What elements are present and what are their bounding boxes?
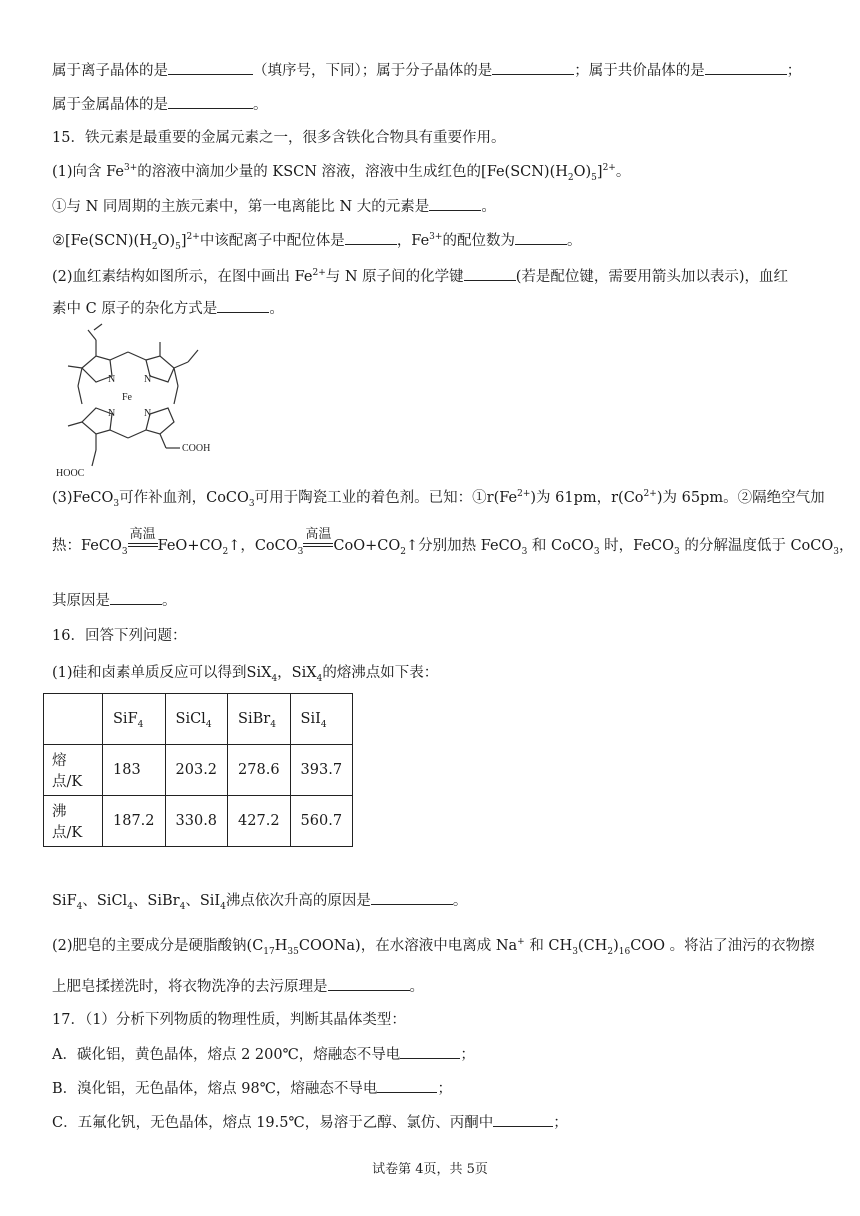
row-label: 熔点/K xyxy=(44,745,103,796)
table-corner-cell xyxy=(44,694,103,745)
table-cell: 560.7 xyxy=(290,796,353,847)
answer-blank[interactable] xyxy=(400,1044,460,1059)
table-header-cell: SiCl$_4$ xyxy=(165,694,228,745)
answer-blank[interactable] xyxy=(371,890,453,905)
table-row xyxy=(44,745,353,796)
row-label: 沸点/K xyxy=(44,796,103,847)
answer-blank[interactable] xyxy=(345,230,397,245)
table-cell: 203.2 xyxy=(165,745,228,796)
question-16-part-2: (2)肥皂的主要成分是硬脂酸钠$(C_{17}H_{35}COONa)$，在水溶液中电离成 Na+ 和 $CH_3(CH_2)_{16}COO$ 。将沾了油污的衣物擦 xyxy=(52,937,815,957)
cooh-group-label: COOH xyxy=(182,443,211,454)
answer-blank[interactable] xyxy=(429,196,481,211)
question-15-part-1b: $②[Fe(SCN)(H_2O)_5]^{2+}$中该配离子中配位体是 ，$Fe^{3+}$的配位数为 。 xyxy=(52,230,581,251)
question-17-option-c: C．五氟化钒，无色晶体，熔点 19.5℃，易溶于乙醇、氯仿、丙酮中 ； xyxy=(52,1112,568,1133)
nitrogen-atom-label: N xyxy=(144,408,152,419)
table-cell: 278.6 xyxy=(228,745,291,796)
question-16-title: 16．回答下列问题： xyxy=(52,628,187,644)
question-15-part-3: (3)FeCO$_3$可作补血剂，CoCO$_3$可用于陶瓷工业的着色剂。已知：$①r(Fe^{2+})$为 61pm，$r(Co^{2+})$为 65pm。②隔绝空气加 xyxy=(52,489,825,509)
table-row xyxy=(44,796,353,847)
heme-structure-diagram xyxy=(52,320,232,480)
answer-blank[interactable] xyxy=(168,94,253,109)
answer-blank[interactable] xyxy=(217,298,269,313)
question-17-option-b: B．溴化铝，无色晶体，熔点 98℃，熔融态不导电 ； xyxy=(52,1078,452,1099)
question-15-part-1: (1)向含 $Fe^{3+}$的溶液中滴加少量的 KSCN 溶液，溶液中生成红色的$[Fe(SCN)(H_2O)_5]^{2+}$。 xyxy=(52,163,631,183)
table-cell: 183 xyxy=(103,745,166,796)
question-15-part-2b: 素中 C 原子的杂化方式是 。 xyxy=(52,298,284,319)
table-cell: 330.8 xyxy=(165,796,228,847)
nitrogen-atom-label: N xyxy=(144,374,152,385)
answer-blank[interactable] xyxy=(705,60,787,75)
answer-blank[interactable] xyxy=(492,60,574,75)
question-15-part-2: (2)血红素结构如图所示，在图中画出 $Fe^{2+}$与 N 原子间的化学键 (若是配位键，需要用箭头加以表示)，血红 xyxy=(52,266,788,287)
reaction-condition: 高温 xyxy=(128,543,158,550)
hooc-group-label: HOOC xyxy=(56,468,85,479)
answer-blank[interactable] xyxy=(328,976,410,991)
question-16-part-2b: 上肥皂揉搓洗时，将衣物洗净的去污原理是 。 xyxy=(52,976,424,997)
table-header-row xyxy=(44,694,353,745)
question-17-option-a: A．碳化铝，黄色晶体，熔点 2 200℃，熔融态不导电 ； xyxy=(52,1044,475,1065)
answer-line-metal-crystal: 属于金属晶体的是 。 xyxy=(52,94,268,115)
answer-blank[interactable] xyxy=(110,590,162,605)
question-15-part-1a: ①与 N 同周期的主族元素中，第一电离能比 N 大的元素是 。 xyxy=(52,196,496,217)
reaction-condition: 高温 xyxy=(303,543,333,550)
answer-blank[interactable] xyxy=(515,230,567,245)
nitrogen-atom-label: N xyxy=(108,374,116,385)
table-cell: 427.2 xyxy=(228,796,291,847)
answer-line-crystal-types: 属于离子晶体的是 （填序号，下同）；属于分子晶体的是 ；属于共价晶体的是 ； xyxy=(52,60,801,81)
answer-blank[interactable] xyxy=(464,266,516,281)
question-16-part-1: (1)硅和卤素单质反应可以得到SiX$_4$，SiX$_4$的熔沸点如下表： xyxy=(52,665,439,684)
page-footer: 试卷第 4页，共 5页 xyxy=(372,1162,488,1177)
sicl4-melting-boiling-table xyxy=(43,693,353,847)
table-header-cell: SiF$_4$ xyxy=(103,694,166,745)
table-cell: 187.2 xyxy=(103,796,166,847)
question-16-part-1-reason: SiF$_4$、SiCl$_4$、SiBr$_4$、SiI$_4$沸点依次升高的原因是 。 xyxy=(52,890,467,911)
table-cell: 393.7 xyxy=(290,745,353,796)
answer-blank[interactable] xyxy=(168,60,253,75)
table-header-cell: SiBr$_4$ xyxy=(228,694,291,745)
nitrogen-atom-label: N xyxy=(108,408,116,419)
question-17-title: 17．（1）分析下列物质的物理性质，判断其晶体类型： xyxy=(52,1012,406,1028)
answer-blank[interactable] xyxy=(493,1112,553,1127)
question-15-title: 15．铁元素是最重要的金属元素之一，很多含铁化合物具有重要作用。 xyxy=(52,130,506,146)
iron-atom-label: Fe xyxy=(122,392,132,403)
table-header-cell: SiI$_4$ xyxy=(290,694,353,745)
question-15-part-3-reactions: 热：FeCO$_3$ 高温 $FeO+CO_2↑$，CoCO$_3$ 高温 $CoO+CO_2↑$分别加热 FeCO$_3$ 和 CoCO$_3$ 时，FeCO$_3$ 的分解温度低于 CoCO$_3$， xyxy=(52,527,854,557)
answer-blank[interactable] xyxy=(377,1078,437,1093)
question-15-part-3-reason: 其原因是 。 xyxy=(52,590,177,611)
